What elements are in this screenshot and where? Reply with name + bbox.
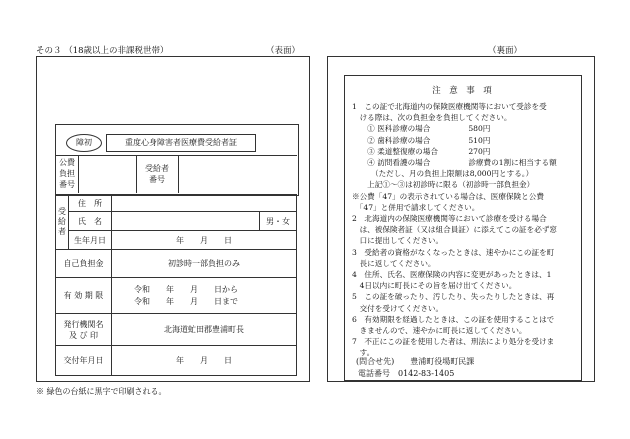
notes-line: 1 この証で北海道内の保険医療機関等において受診を受 — [352, 102, 547, 111]
notes-line: ② 歯科診療の場合 510円 — [352, 135, 491, 145]
notes-line: ける際は、次の負担金を負担してください。 — [352, 113, 512, 123]
recipient-label-3: 者 — [58, 227, 66, 236]
dob-label: 生年月日 — [69, 231, 112, 250]
notes-line: 6 有効期限を経過したときは、この証を使用することはで — [352, 314, 555, 324]
notes-line: （ただし、月の負担上限額は8,000円とする。） — [352, 169, 534, 179]
valid-line-2: 令和 年 月 日まで — [134, 296, 238, 306]
copay-label: 自己負担金 — [56, 250, 112, 278]
issue-date-label: 交付年月日 — [56, 346, 112, 376]
footnote: ※ 緑色の台紙に黒字で印刷される。 — [36, 387, 167, 396]
issuer-label — [56, 314, 112, 346]
notes-line: きませんので、速やかに町長に返してください。 — [352, 326, 527, 336]
recipient-no-label-1: 受給者 — [145, 164, 169, 173]
notes-line: 「47」と併用で請求してください。 — [352, 202, 480, 212]
recipient-label — [56, 195, 69, 250]
notes-line: 7 不正にこの証を使用した者は、刑法により処分を受けま — [352, 337, 555, 347]
copay-value: 初診時一部負担のみ — [112, 250, 297, 278]
dob-field: 年 月 日 — [112, 231, 297, 250]
sex-field: 男・女 — [260, 212, 297, 231]
recipient-no-label-2: 番号 — [149, 175, 165, 184]
contact-label: (問合せ先) 豊浦町役場町民課 — [356, 357, 475, 366]
notes-line: 4日以内に町長にその旨を届け出てください。 — [352, 281, 517, 291]
notes-line: ※公費「47」の表示されている場合は、医療保険と公費 — [352, 191, 544, 201]
notes-line: 口に提出してください。 — [352, 236, 444, 246]
name-field — [112, 212, 260, 231]
payer-label-1: 公費 — [59, 158, 75, 167]
recipient-label-1: 受 — [58, 207, 66, 216]
notes-line: 5 この証を破ったり、汚したり、失ったりしたときは、再 — [352, 292, 555, 302]
payer-label-2: 負担 — [59, 169, 75, 178]
card-table — [55, 194, 297, 376]
issue-date-value: 年 月 日 — [112, 346, 297, 376]
recipient-label-2: 給 — [58, 217, 66, 226]
notes-list — [352, 101, 576, 359]
notes-line: ③ 柔道整復療の場合 270円 — [352, 146, 491, 156]
notes-line: 3 受給者の資格がなくなったときは、速やかにこの証を町 — [352, 247, 555, 257]
notes-line: す。 — [352, 348, 375, 358]
valid-line-1: 令和 年 月 日から — [134, 284, 238, 294]
notes-line: 4 住所、氏名、医療保険の内容に変更があったときは、1 — [352, 270, 552, 280]
back-header: （裏面） — [488, 46, 523, 56]
address-label: 住 所 — [69, 195, 112, 212]
contact-phone: 電話番号 0142-83-1405 — [358, 369, 455, 378]
name-label: 氏 名 — [69, 212, 112, 231]
card-title: 重度心身障害者医療費受給者証 — [106, 134, 256, 152]
divider — [178, 155, 179, 193]
notes-line: ④ 訪問看護の場合 診療費の1割に相当する額 — [352, 158, 557, 168]
notes-title: 注 意 事 項 — [432, 86, 492, 96]
front-header-right: （表面） — [266, 46, 301, 56]
notes-line: は、被保険者証（又は組合員証）に添えてこの証を必ず窓 — [352, 225, 558, 235]
address-field — [112, 195, 297, 212]
notes-line: 長に返してください。 — [352, 258, 436, 268]
valid-label: 有 効 期 限 — [56, 278, 112, 314]
issuer-value: 北海道虻田郡豊浦町長 — [112, 314, 297, 346]
divider — [78, 155, 79, 193]
payer-label — [57, 157, 77, 190]
recipient-no-label — [137, 163, 177, 185]
issuer-label-2: 及 び 印 — [68, 330, 99, 340]
valid-value — [112, 278, 297, 314]
notes-line: 2 北海道内の保険医療機関等において診療を受ける場合 — [352, 214, 547, 224]
payer-label-3: 番号 — [59, 180, 75, 189]
notes-line: 交付を受けてください。 — [352, 303, 444, 313]
front-header-left: その３ （18歳以上の非課税世帯） — [36, 46, 169, 56]
notes-line: 上記①～③は初診時に限る（初診時一部負担金） — [352, 180, 535, 190]
issuer-label-1: 発行機関名 — [63, 319, 104, 329]
badge-oval: 障初 — [66, 134, 102, 152]
notes-line: ① 医科診療の場合 580円 — [352, 124, 491, 134]
